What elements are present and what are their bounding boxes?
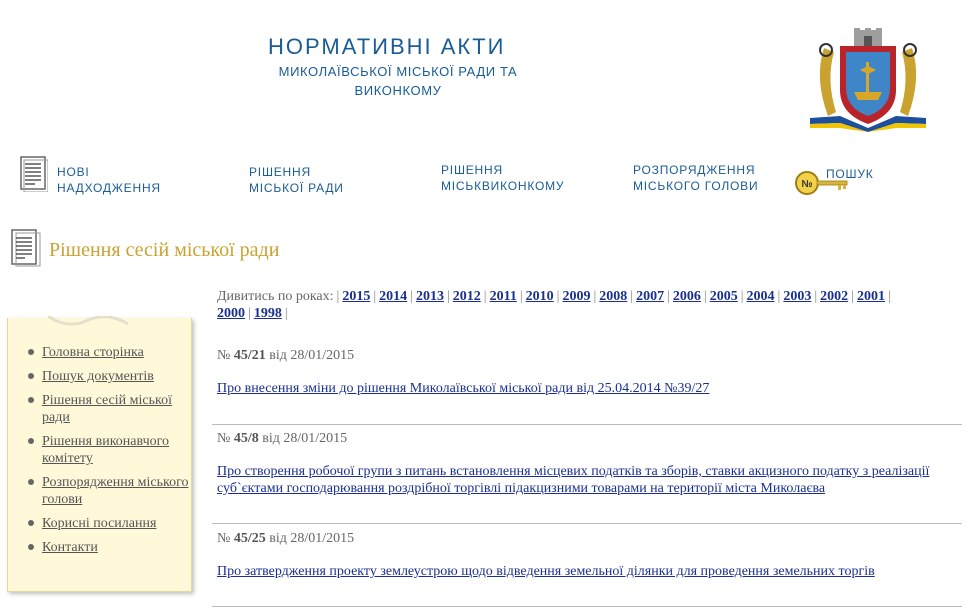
svg-text:№: № (801, 179, 813, 190)
year-filter-label: Дивитись по роках: (217, 289, 334, 304)
year-link[interactable]: 2005 (709, 289, 738, 304)
sidebar-link-mayor-orders[interactable]: Розпорядження міського голови (42, 475, 189, 507)
sidebar-menu (28, 344, 190, 563)
record-number: 45/8 (233, 431, 259, 446)
record-link[interactable]: Про внесення зміни до рішення Миколаївської міської ради від 25.04.2014 №39/27 (217, 381, 710, 396)
section-title: Рішення сесій міської ради (49, 239, 280, 261)
bullet-icon (28, 397, 34, 403)
bullet-icon (28, 438, 34, 444)
record-meta: № 45/21 від 28/01/2015 (217, 348, 355, 363)
sidebar-link-home[interactable]: Головна сторінка (42, 345, 144, 360)
nav-search[interactable]: ПОШУК (826, 167, 874, 181)
nav-executive-decisions[interactable]: РІШЕННЯ МІСЬКВИКОНКОМУ (441, 163, 565, 193)
sidebar-link-search[interactable]: Пошук документів (42, 369, 154, 384)
year-link[interactable]: 2008 (599, 289, 628, 304)
list-item (217, 530, 962, 580)
sidebar-item-contacts (28, 539, 190, 556)
nav-mayor-orders[interactable]: РОЗПОРЯДЖЕННЯ МІСЬКОГО ГОЛОВИ (633, 163, 759, 193)
document-icon (11, 229, 41, 267)
year-link[interactable]: 2004 (746, 289, 775, 304)
sidebar-link-executive-decisions[interactable]: Рішення виконавчого комітету (42, 434, 170, 466)
decorative-scroll-icon (48, 316, 148, 336)
record-link[interactable]: Про створення робочої групи з питань встановлення місцевих податків та зборів, ставки акцизного податку з реалізації суб`єктами господарювання роздрібної торгівлі підакцизними товарами на території міста Миколаєва (217, 464, 930, 496)
year-link[interactable]: 2001 (856, 289, 885, 304)
record-date: 28/01/2015 (290, 531, 355, 546)
bullet-icon (28, 544, 34, 550)
year-link[interactable]: 2013 (415, 289, 444, 304)
document-icon (20, 156, 48, 192)
divider (212, 523, 962, 524)
sidebar-item-search (28, 368, 190, 385)
bullet-icon (28, 349, 34, 355)
year-link[interactable]: 2002 (820, 289, 849, 304)
record-meta: № 45/8 від 28/01/2015 (217, 431, 348, 446)
sidebar-item-mayor-orders (28, 474, 190, 508)
year-link[interactable]: 2009 (562, 289, 591, 304)
divider (212, 424, 962, 425)
year-link[interactable]: 2012 (452, 289, 481, 304)
year-link[interactable]: 2003 (783, 289, 812, 304)
bullet-icon (28, 373, 34, 379)
list-item (217, 347, 962, 397)
sidebar-link-contacts[interactable]: Контакти (42, 540, 98, 555)
year-link[interactable]: 2006 (672, 289, 701, 304)
year-filter: Дивитись по роках: | 2015 | 2014 | 2013 | 2012 | 2011 | 2010 | 2009 | 2008 | 2007 | 2006 | 2005 | 2004 | 2003 | 2002 | 2001 | 2000 | 1998 | (217, 289, 891, 321)
year-link[interactable]: 2007 (636, 289, 665, 304)
nav-new-arrivals[interactable]: НОВІ НАДХОДЖЕННЯ (57, 165, 161, 195)
record-meta: № 45/25 від 28/01/2015 (217, 531, 355, 546)
year-link[interactable]: 1998 (253, 306, 282, 321)
bullet-icon (28, 479, 34, 485)
record-date: 28/01/2015 (290, 348, 355, 363)
sidebar-link-council-decisions[interactable]: Рішення сесій міської ради (42, 393, 172, 425)
record-date: 28/01/2015 (283, 431, 348, 446)
sidebar-item-council-decisions (28, 392, 190, 426)
sidebar-item-useful-links (28, 515, 190, 532)
sidebar-item-executive-decisions (28, 433, 190, 467)
year-link[interactable]: 2011 (489, 289, 517, 304)
year-link[interactable]: 2010 (525, 289, 554, 304)
record-link[interactable]: Про затвердження проекту землеустрою щодо відведення земельної ділянки для проведення земельних торгів (217, 564, 875, 579)
sidebar-item-home (28, 344, 190, 361)
list-item (217, 430, 962, 497)
record-number: 45/25 (233, 531, 266, 546)
sidebar-link-useful-links[interactable]: Корисні посилання (42, 516, 157, 531)
coat-of-arms-icon (810, 28, 926, 132)
divider (212, 606, 962, 607)
page-subtitle: МИКОЛАЇВСЬКОЇ МІСЬКОЇ РАДИ ТА ВИКОНКОМУ (278, 64, 518, 98)
bullet-icon (28, 520, 34, 526)
year-link[interactable]: 2015 (342, 289, 371, 304)
sidebar (7, 318, 192, 592)
year-link[interactable]: 2014 (379, 289, 408, 304)
nav-council-decisions[interactable]: РІШЕННЯ МІСЬКОЇ РАДИ (249, 165, 344, 195)
record-number: 45/21 (233, 348, 266, 363)
year-link[interactable]: 2000 (217, 306, 245, 321)
page-title: НОРМАТИВНІ АКТИ (268, 34, 506, 59)
